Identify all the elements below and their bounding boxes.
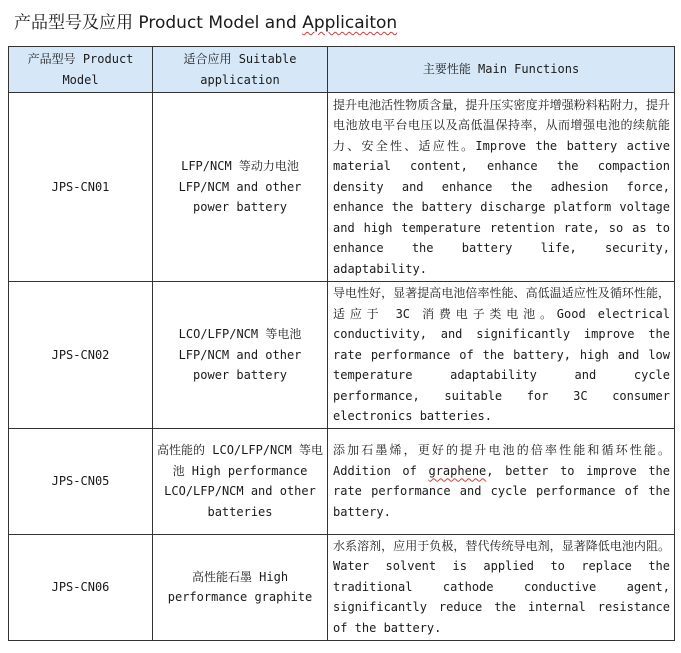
functions-flagged-word: graphene: [428, 463, 487, 478]
header-product-model: 产品型号 Product Model: [9, 47, 153, 93]
cell-functions: 导电性好，显著提高电池倍率性能、高低温适应性及循环性能，适应于 3C 消费电子类电池。Good electrical conductivity, and significantly improve the rate performance of the battery, high and low temperature adaptability and cycle performance, suitable for 3C consumer electronics batteries.: [328, 282, 675, 429]
page-title-misspelled-word: Applicaiton: [302, 13, 398, 33]
cell-application: LFP/NCM 等动力电池 LFP/NCM and other power battery: [153, 93, 328, 282]
cell-model: JPS-CN05: [9, 428, 153, 534]
table-row: [9, 93, 675, 282]
cell-application: LCO/LFP/NCM 等电池 LFP/NCM and other power battery: [153, 282, 328, 429]
functions-text-before: 添加石墨烯，更好的提升电池的倍率性能和循环性能。Addition of: [333, 443, 670, 478]
header-main-functions: 主要性能 Main Functions: [328, 47, 675, 93]
cell-functions: 水系溶剂，应用于负极，替代传统导电剂，显著降低电池内阻。Water solvent is applied to replace the traditional cathode conductive agent, significantly reduce the internal resistance of the battery.: [328, 534, 675, 640]
table-row: [9, 282, 675, 429]
cell-application: 高性能石墨 High performance graphite: [153, 534, 328, 640]
cell-model: JPS-CN06: [9, 534, 153, 640]
table-row: [9, 428, 675, 534]
table-header-row: [9, 47, 675, 93]
cell-model: JPS-CN02: [9, 282, 153, 429]
product-table: [8, 46, 675, 641]
functions-text-after: , better to improve the rate performance and cycle performance of the battery.: [333, 463, 670, 519]
cell-functions: [328, 428, 675, 534]
cell-model: JPS-CN01: [9, 93, 153, 282]
cell-functions: 提升电池活性物质含量，提升压实密度并增强粉料粘附力，提升电池放电平台电压以及高低温保持率，从而增强电池的续航能力、安全性、适应性。Improve the battery active material content, enhance the compaction density and enhance the adhesion force, enhance the battery discharge platform voltage and high temperature retention rate, so as to enhance the battery life, security, adaptability.: [328, 93, 675, 282]
page-title-en: Product Model and: [138, 13, 303, 33]
table-row: [9, 534, 675, 640]
header-application: 适合应用 Suitable application: [153, 47, 328, 93]
page-title-cn: 产品型号及应用: [14, 13, 133, 33]
cell-application: 高性能的 LCO/LFP/NCM 等电池 High performance LCO/LFP/NCM and other batteries: [153, 428, 328, 534]
page-title: [14, 10, 397, 36]
